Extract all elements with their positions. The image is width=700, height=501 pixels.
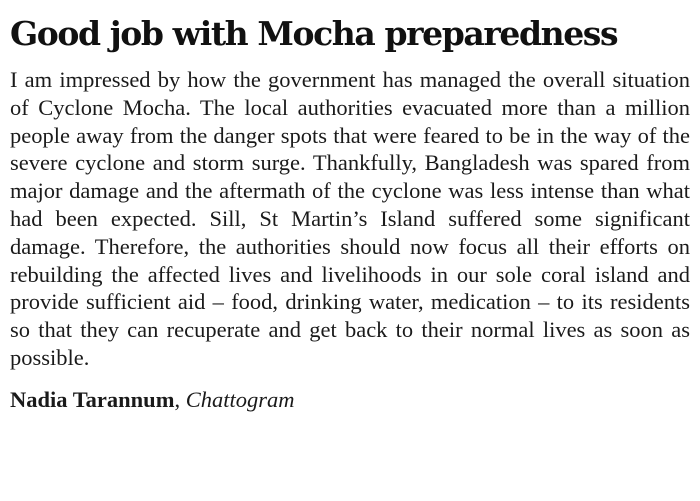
letter-body: I am impressed by how the government has managed the overall situation of Cyclone Mocha. The local authorities evacuated more than a million people away from the danger spots that were feared to be in the way of the severe cyclone and storm surge. Thankfully, Bangladesh was spared from major damage and the aftermath of the cyclone was less intense than what had been expected. Sill, St Martin’s Island suffered some significant damage. Therefore, the authorities should now focus all their efforts on rebuilding the affected lives and livelihoods in our sole coral island and provide sufficient aid – food, drinking water, medication – to its residents so that they can recuperate and get back to their normal lives as soon as possible. [10, 67, 690, 370]
signature-separator: , [174, 386, 186, 412]
letter-to-editor [10, 14, 690, 414]
letter-headline: Good job with Mocha preparedness [10, 14, 618, 53]
letter-signature [10, 386, 690, 414]
author-location: Chattogram [185, 386, 295, 412]
author-name: Nadia Tarannum [10, 386, 175, 412]
